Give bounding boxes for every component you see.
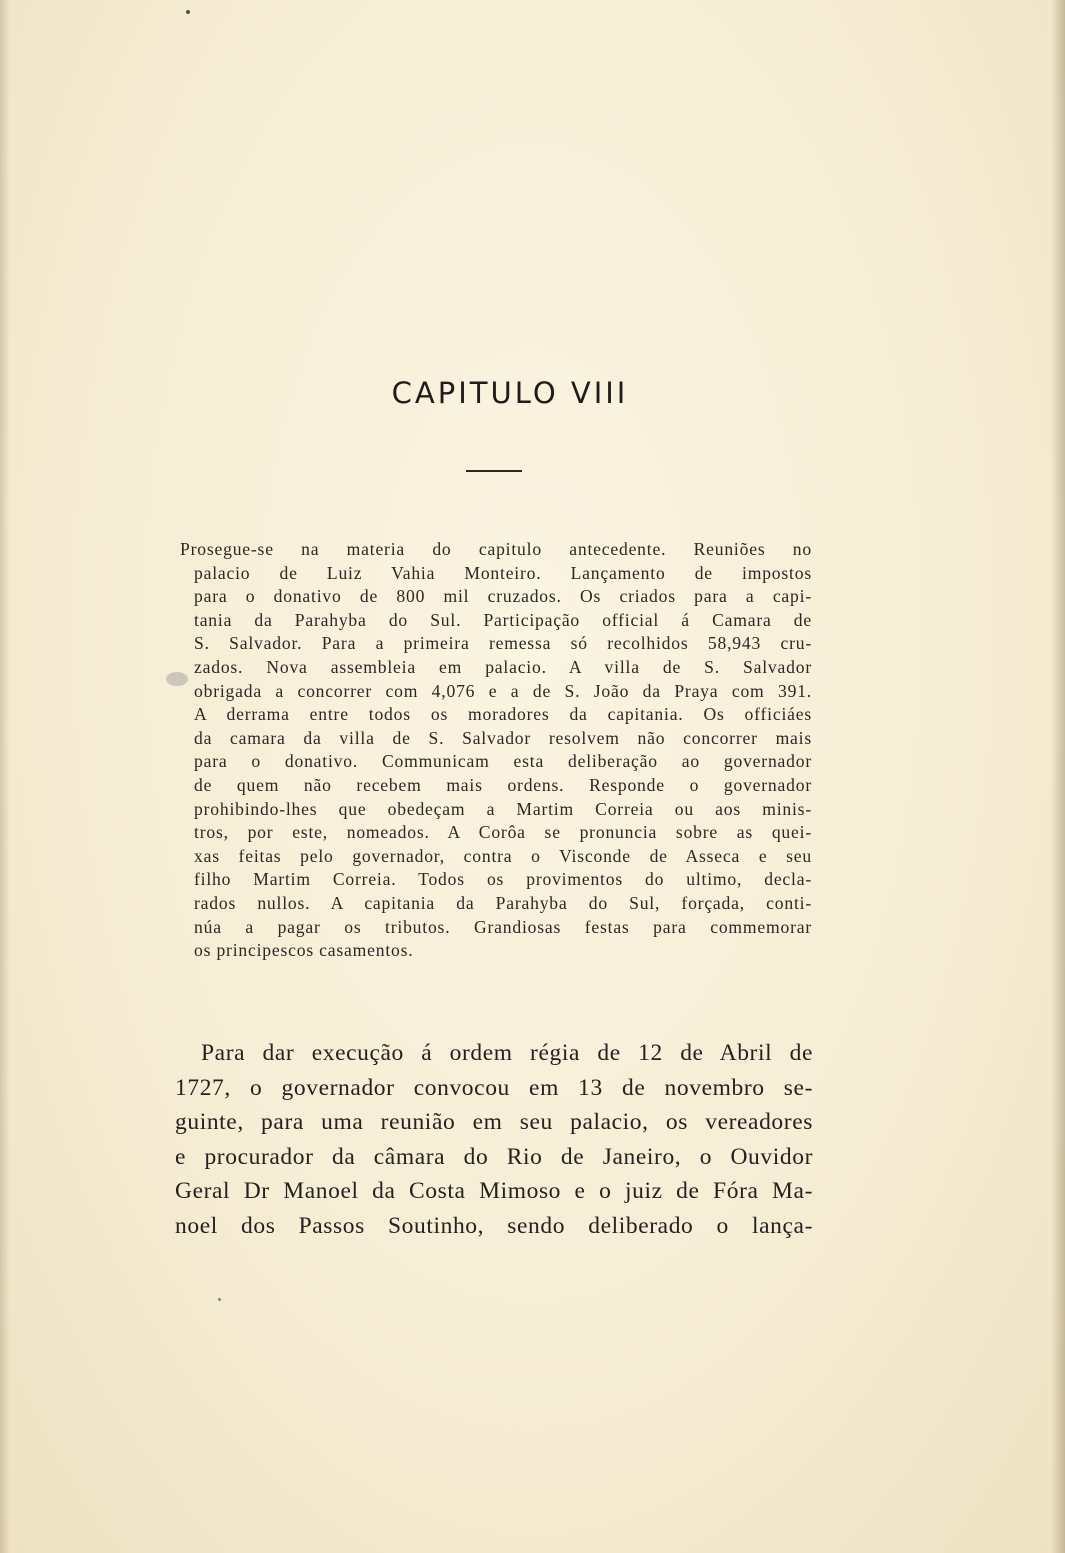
body-line: noel dos Passos Soutinho, sendo deliberado o lança-: [175, 1212, 813, 1239]
chapter-title: CAPITULO VIII: [391, 376, 629, 410]
summary-line: filho Martim Correia. Todos os provimentos do ultimo, decla-: [194, 869, 812, 890]
page-edge-right: [1051, 0, 1065, 1553]
body-line: 1727, o governador convocou em 13 de novembro se-: [175, 1074, 813, 1101]
summary-line: núa a pagar os tributos. Grandiosas festas para commemorar: [194, 916, 812, 937]
title-rule: [466, 470, 522, 472]
summary-line: palacio de Luiz Vahia Monteiro. Lançamento de impostos: [194, 562, 812, 583]
summary-line: zados. Nova assembleia em palacio. A villa de S. Salvador: [194, 656, 812, 677]
page-edge-left: [0, 0, 10, 1553]
summary-line: S. Salvador. Para a primeira remessa só recolhidos 58,943 cru-: [194, 633, 812, 654]
summary-line: rados nullos. A capitania da Parahyba do Sul, forçada, conti-: [194, 892, 812, 913]
summary-line: para o donativo. Communicam esta deliberação ao governador: [194, 751, 812, 772]
summary-line: obrigada a concorrer com 4,076 e a de S. João da Praya com 391.: [194, 680, 812, 701]
chapter-summary: [180, 538, 812, 963]
summary-line: tania da Parahyba do Sul. Participação official á Camara de: [194, 609, 812, 630]
body-line: guinte, para uma reunião em seu palacio, os vereadores: [175, 1109, 813, 1135]
summary-line: de quem não recebem mais ordens. Responde o governador: [194, 774, 812, 795]
body-line: e procurador da câmara do Rio de Janeiro, o Ouvidor: [175, 1143, 813, 1170]
body-line: Para dar execução á ordem régia de 12 de Abril de: [201, 1040, 813, 1066]
summary-line: A derrama entre todos os moradores da capitania. Os officiáes: [194, 704, 812, 725]
body-paragraph: [175, 1036, 813, 1243]
summary-line: xas feitas pelo governador, contra o Visconde de Asseca e seu: [194, 845, 812, 866]
ink-speck: [186, 10, 190, 14]
summary-line: tros, por este, nomeados. A Corôa se pronuncia sobre as quei-: [194, 822, 812, 843]
summary-line: para o donativo de 800 mil cruzados. Os criados para a capi-: [194, 586, 812, 607]
summary-line: prohibindo-lhes que obedeçam a Martim Correia ou aos minis-: [194, 798, 812, 819]
ink-speck-bottom: [218, 1298, 221, 1301]
summary-line: da camara da villa de S. Salvador resolvem não concorrer mais: [194, 727, 812, 748]
body-line: Geral Dr Manoel da Costa Mimoso e o juiz de Fóra Ma-: [175, 1178, 813, 1204]
summary-line: Prosegue-se na materia do capitulo antecedente. Reuniões no: [180, 539, 812, 559]
summary-line: os principescos casamentos.: [194, 940, 414, 961]
